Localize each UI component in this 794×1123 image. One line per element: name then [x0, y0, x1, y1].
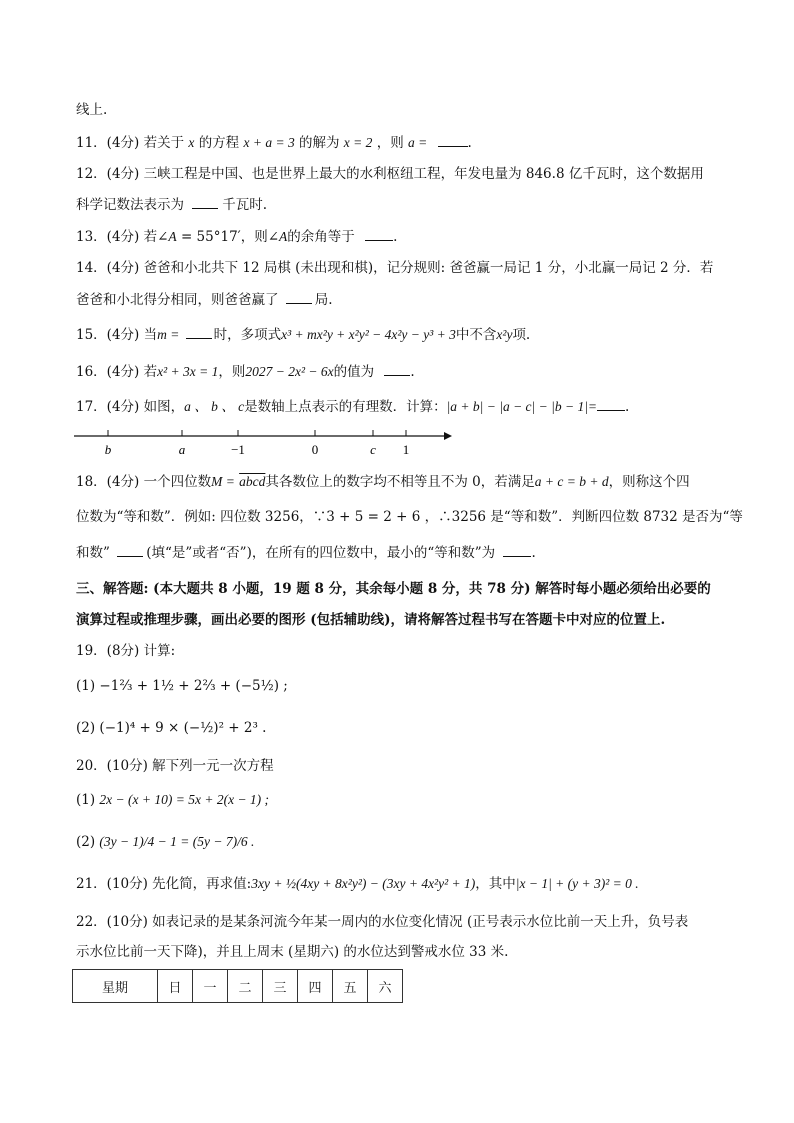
math-var: x [188, 135, 195, 150]
question-19-part1: (1) −1⅔ + 1½ + 2⅔ + (−5½) ; [76, 678, 288, 694]
answer-blank[interactable] [597, 396, 625, 411]
question-15: 15．(4分) 当m = 时，多项式x³ + mx²y + x²y² − 4x²y − y³ + 3中不含x²y项. [76, 324, 530, 345]
question-18-cont1: 位数为“等和数”．例如: 四位数 3256，∵3 + 5 = 2 + 6 ，∴3256 是“等和数”．判断四位数 8732 是否为“等 [76, 509, 743, 525]
math-abcd: abcd [239, 474, 266, 489]
question-22-cont: 示水位比前一天下降)，并且上周末 (星期六) 的水位达到警戒水位 33 米. [76, 944, 509, 960]
question-22: 22．(10分) 如表记录的是某条河流今年某一周内的水位变化情况 (正号表示水位比前一天上升，负号表 [76, 914, 689, 930]
question-12-cont: 科学记数法表示为 千瓦时. [76, 194, 267, 215]
question-20-part2: (2) (3y − 1)/4 − 1 = (5y − 7)/6 . [76, 834, 255, 850]
question-16: 16．(4分) 若x² + 3x = 1，则2027 − 2x² − 6x的值为 . [76, 361, 415, 382]
table-cell: 一 [193, 970, 228, 1003]
line-0: 线上. [76, 102, 108, 118]
question-17: 17．(4分) 如图，a 、 b 、 c是数轴上点表示的有理数．计算：|a + b| − |a − c| − |b − 1|= . [76, 396, 629, 417]
question-14: 14．(4分) 爸爸和小北共下 12 局棋 (未出现和棋)，记分规则: 爸爸赢一局记 1 分，小北赢一局记 2 分．若 [76, 260, 714, 276]
answer-blank[interactable] [438, 132, 468, 147]
label-a: a [178, 442, 186, 457]
question-20-part1: (1) 2x − (x + 10) = 5x + 2(x − 1) ; [76, 792, 270, 808]
math-solution: x = 2 [343, 135, 373, 150]
math-expression: (−1)⁴ + 9 × (−½)² + 2³ . [99, 720, 267, 736]
answer-blank[interactable] [117, 542, 143, 557]
table-cell: 六 [368, 970, 403, 1003]
answer-blank[interactable] [365, 226, 393, 241]
question-19-part2: (2) (−1)⁴ + 9 × (−½)² + 2³ . [76, 720, 267, 736]
table-cell: 日 [158, 970, 193, 1003]
question-18: 18．(4分) 一个四位数M = abcd其各数位上的数字均不相等且不为 0，若满足a + c = b + d，则称这个四 [76, 474, 690, 490]
question-19: 19．(8分) 计算: [76, 643, 176, 659]
label-b: b [104, 442, 112, 457]
question-11: 11．(4分) 若关于 x 的方程 x + a = 3 的解为 x = 2 ，则 a = . [76, 132, 472, 153]
question-12: 12．(4分) 三峡工程是中国、也是世界上最大的水利枢纽工程，年发电量为 846.8 亿千瓦时，这个数据用 [76, 166, 704, 182]
math-expression: 3xy + ½(4xy + 8x²y²) − (3xy + 4x²y² + 1) [251, 876, 476, 891]
answer-blank[interactable] [186, 324, 212, 339]
question-21: 21．(10分) 先化简，再求值:3xy + ½(4xy + 8x²y²) − (3xy + 4x²y² + 1)，其中|x − 1| + (y + 3)² = 0 . [76, 876, 639, 892]
math-a: a = [408, 135, 428, 150]
answer-blank[interactable] [384, 361, 410, 376]
math-polynomial: x³ + mx²y + x²y² − 4x²y − y³ + 3 [281, 327, 456, 342]
math-equation: x + a = 3 [243, 135, 295, 150]
table-cell: 二 [228, 970, 263, 1003]
label-0: 0 [311, 442, 319, 457]
table-header-cell: 星期 [73, 970, 158, 1003]
math-condition: |x − 1| + (y + 3)² = 0 . [515, 876, 639, 891]
question-14-cont: 爸爸和小北得分相同，则爸爸赢了 局. [76, 289, 333, 310]
math-expression: −1⅔ + 1½ + 2⅔ + (−5½) ; [99, 678, 288, 694]
answer-blank[interactable] [192, 194, 218, 209]
answer-blank[interactable] [503, 542, 531, 557]
answer-blank[interactable] [286, 289, 312, 304]
label-neg1: −1 [231, 442, 245, 457]
table-row [73, 970, 403, 1003]
math-equation: (3y − 1)/4 − 1 = (5y − 7)/6 . [99, 834, 255, 849]
water-level-table [72, 969, 403, 1003]
table-cell: 五 [333, 970, 368, 1003]
table-cell: 三 [263, 970, 298, 1003]
table-cell: 四 [298, 970, 333, 1003]
question-18-cont2: 和数” (填“是”或者“否”)，在所有的四位数中，最小的“等和数”为 . [76, 542, 536, 563]
label-1: 1 [402, 442, 410, 457]
section-3-heading-cont: 演算过程或推理步骤，画出必要的图形 (包括辅助线)，请将解答过程书写在答题卡中对应的位置上. [76, 612, 666, 628]
question-20: 20．(10分) 解下列一元一次方程 [76, 758, 274, 774]
number-line [72, 426, 452, 460]
label-c: c [370, 442, 376, 457]
number-line-arrow [444, 432, 452, 440]
math-equation: 2x − (x + 10) = 5x + 2(x − 1) ; [99, 792, 270, 807]
section-3-heading: 三、解答题: (本大题共 8 小题，19 题 8 分，其余每小题 8 分，共 78 分) 解答时每小题必须给出必要的 [76, 581, 711, 597]
question-13: 13．(4分) 若∠A = 55°17′，则∠A的余角等于 . [76, 226, 397, 247]
